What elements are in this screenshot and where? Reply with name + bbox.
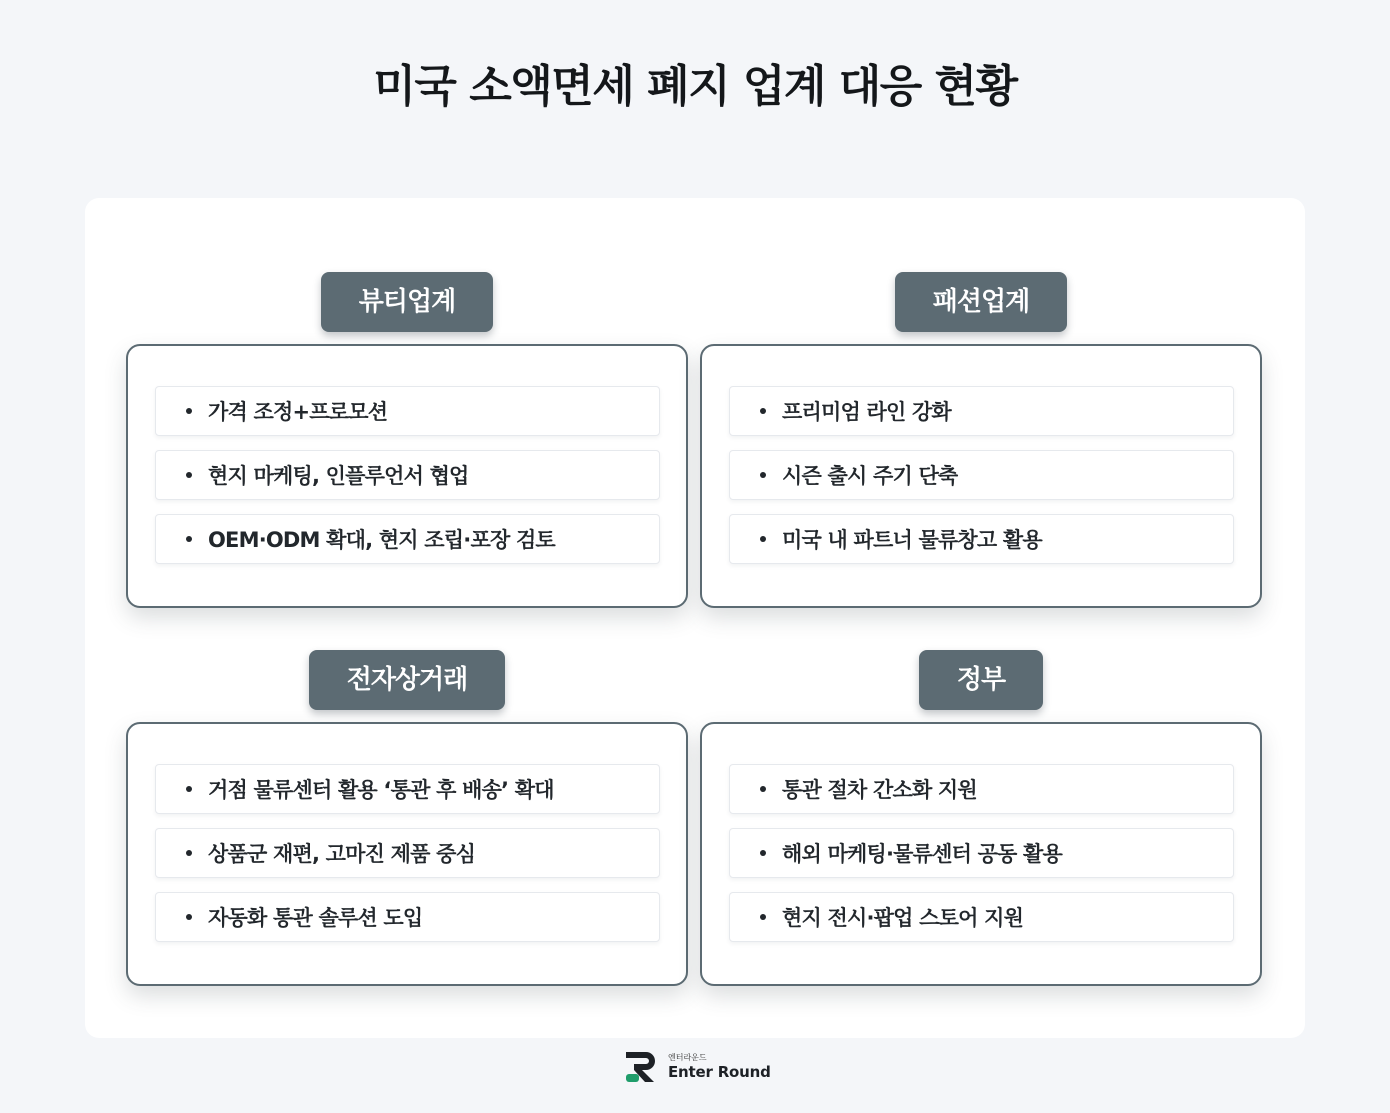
section-box [126, 344, 688, 608]
section-government [700, 650, 1262, 930]
bullet-icon [760, 536, 766, 542]
list-item [155, 892, 660, 942]
list-item [729, 450, 1234, 500]
item-text: 프리미엄 라인 강화 [782, 400, 951, 424]
bullet-icon [186, 408, 192, 414]
brand-logo [624, 1050, 771, 1084]
section-box [700, 722, 1262, 986]
item-text: 미국 내 파트너 물류창고 활용 [782, 528, 1042, 552]
item-list [155, 764, 660, 956]
enter-round-logo-icon [624, 1050, 660, 1084]
section-fashion [700, 272, 1262, 552]
bullet-icon [186, 472, 192, 478]
item-text: 가격 조정+프로모션 [208, 400, 388, 424]
list-item [729, 386, 1234, 436]
item-text: 통관 절차 간소화 지원 [782, 778, 977, 802]
item-text: 거점 물류센터 활용 ‘통관 후 배송’ 확대 [208, 778, 554, 802]
section-label: 뷰티업계 [321, 272, 493, 332]
section-label: 정부 [919, 650, 1043, 710]
list-item [155, 764, 660, 814]
list-item [155, 386, 660, 436]
bullet-icon [760, 472, 766, 478]
item-list [155, 386, 660, 578]
logo-english-text: Enter Round [668, 1063, 771, 1081]
section-beauty [126, 272, 688, 552]
bullet-icon [186, 786, 192, 792]
item-list [729, 386, 1234, 578]
bullet-icon [186, 536, 192, 542]
section-box [126, 722, 688, 986]
item-text: 현지 마케팅, 인플루언서 협업 [208, 464, 469, 488]
section-label: 패션업계 [895, 272, 1067, 332]
list-item [155, 828, 660, 878]
diagram-panel [85, 198, 1305, 1038]
section-ecommerce [126, 650, 688, 930]
list-item [729, 892, 1234, 942]
item-text: 현지 전시·팝업 스토어 지원 [782, 906, 1024, 930]
bullet-icon [760, 850, 766, 856]
item-text: 상품군 재편, 고마진 제품 중심 [208, 842, 476, 866]
item-list [729, 764, 1234, 956]
item-text: 자동화 통관 솔루션 도입 [208, 906, 423, 930]
list-item [155, 514, 660, 564]
section-box [700, 344, 1262, 608]
list-item [729, 828, 1234, 878]
bullet-icon [760, 786, 766, 792]
bullet-icon [760, 914, 766, 920]
list-item [155, 450, 660, 500]
item-text: 시즌 출시 주기 단축 [782, 464, 958, 488]
bullet-icon [186, 914, 192, 920]
item-text: 해외 마케팅·물류센터 공동 활용 [782, 842, 1063, 866]
logo-korean-text: 엔터라운드 [668, 1053, 707, 1062]
section-label: 전자상거래 [309, 650, 506, 710]
list-item [729, 764, 1234, 814]
bullet-icon [760, 408, 766, 414]
list-item [729, 514, 1234, 564]
page-title: 미국 소액면세 폐지 업계 대응 현황 [373, 61, 1017, 112]
item-text: OEM·ODM 확대, 현지 조립·포장 검토 [208, 528, 555, 552]
bullet-icon [186, 850, 192, 856]
